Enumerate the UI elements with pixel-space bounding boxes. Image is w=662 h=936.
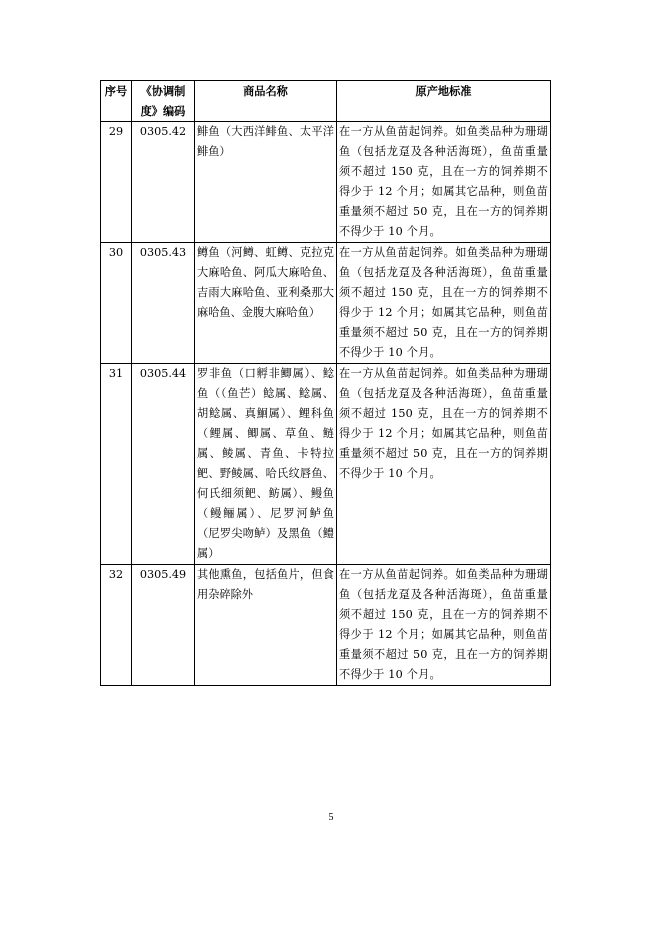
header-hs-code: 《协调制度》编码 [132,81,195,122]
table-row [101,565,551,686]
row-product-name: 罗非鱼（口孵非鲫属）、鲶鱼（（鱼芒）鲶属、鲶属、胡鲶属、真鮰属）、鲤科鱼（鲤属、鲫属、草鱼、鲢属、鲮属、青鱼、卡特拉鲃、野鲮属、哈氏纹唇鱼、何氏细须鲃、鲂属）、鳗鱼（鳗鲡属）、尼罗河鲈鱼（尼罗尖吻鲈）及黑鱼（鳢属） [195,364,337,565]
row-origin-criteria: 在一方从鱼苗起饲养。如鱼类品种为珊瑚鱼（包括龙趸及各种活海斑），鱼苗重量须不超过 150 克，且在一方的饲养期不得少于 12 个月；如属其它品种，则鱼苗重量须不超过 50 克，且在一方的饲养期不得少于 10 个月。 [337,364,551,565]
row-product-name: 其他熏鱼，包括鱼片，但食用杂碎除外 [195,565,337,686]
row-hs-code: 0305.42 [132,122,195,243]
row-origin-criteria: 在一方从鱼苗起饲养。如鱼类品种为珊瑚鱼（包括龙趸及各种活海斑），鱼苗重量须不超过 150 克，且在一方的饲养期不得少于 12 个月；如属其它品种，则鱼苗重量须不超过 50 克，且在一方的饲养期不得少于 10 个月。 [337,565,551,686]
row-hs-code: 0305.43 [132,243,195,364]
table-row [101,243,551,364]
row-product-name: 鳟鱼（河鳟、虹鳟、克拉克大麻哈鱼、阿瓜大麻哈鱼、吉雨大麻哈鱼、亚利桑那大麻哈鱼、金腹大麻哈鱼） [195,243,337,364]
row-product-name: 鲱鱼（大西洋鲱鱼、太平洋鲱鱼） [195,122,337,243]
row-serial-no: 30 [101,243,132,364]
row-origin-criteria: 在一方从鱼苗起饲养。如鱼类品种为珊瑚鱼（包括龙趸及各种活海斑），鱼苗重量须不超过 150 克，且在一方的饲养期不得少于 12 个月；如属其它品种，则鱼苗重量须不超过 50 克，且在一方的饲养期不得少于 10 个月。 [337,122,551,243]
table-header-row [101,81,551,122]
page-number: 5 [328,812,334,823]
row-serial-no: 31 [101,364,132,565]
header-origin-criteria: 原产地标准 [337,81,551,122]
header-product-name: 商品名称 [195,81,337,122]
row-serial-no: 29 [101,122,132,243]
table-row [101,364,551,565]
table-row [101,122,551,243]
row-origin-criteria: 在一方从鱼苗起饲养。如鱼类品种为珊瑚鱼（包括龙趸及各种活海斑），鱼苗重量须不超过 150 克，且在一方的饲养期不得少于 12 个月；如属其它品种，则鱼苗重量须不超过 50 克，且在一方的饲养期不得少于 10 个月。 [337,243,551,364]
row-hs-code: 0305.44 [132,364,195,565]
header-serial-no: 序号 [101,81,132,122]
row-serial-no: 32 [101,565,132,686]
row-hs-code: 0305.49 [132,565,195,686]
origin-rules-table [100,80,551,686]
